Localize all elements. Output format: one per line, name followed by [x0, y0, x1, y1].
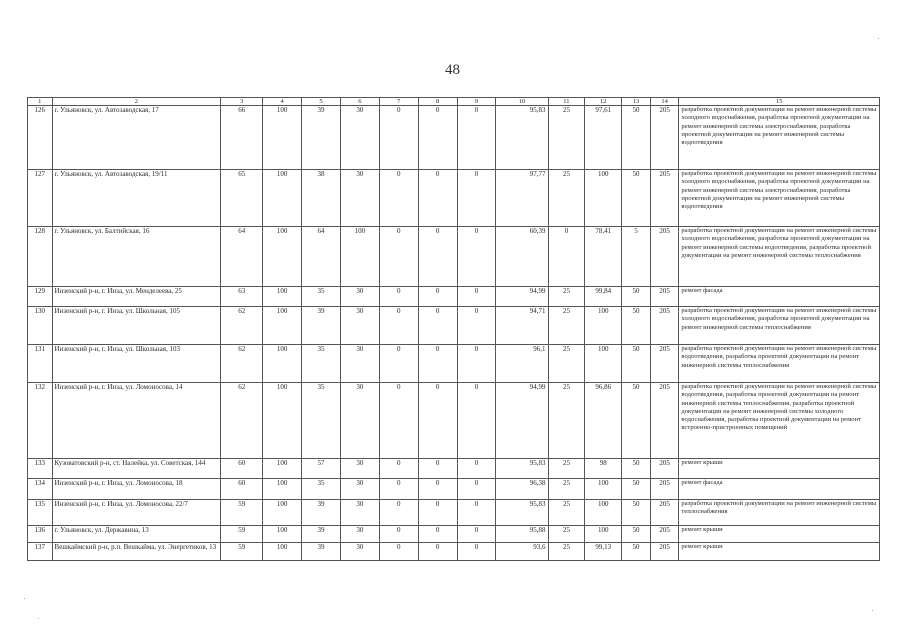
value-cell: 97,77	[496, 170, 548, 227]
value-cell: 5	[622, 227, 651, 287]
value-cell: 100	[263, 479, 302, 500]
work-type-cell: разработка проектной документации на ремонт инженерной системы теплоснабжения	[679, 500, 880, 526]
value-cell: 0	[457, 307, 496, 345]
value-cell: 63	[221, 287, 263, 307]
work-type-cell: ремонт фасада	[679, 287, 880, 307]
value-cell: 205	[650, 106, 679, 170]
value-cell: 35	[302, 287, 341, 307]
value-cell: 65	[221, 170, 263, 227]
value-cell: 95,83	[496, 500, 548, 526]
value-cell: 64	[302, 227, 341, 287]
address-cell: Инзенский р-н, г. Инза, ул. Школьная, 105	[52, 307, 221, 345]
header-cell: 2	[52, 98, 221, 106]
work-type-cell: ремонт крыши	[679, 459, 880, 479]
value-cell: 0	[457, 170, 496, 227]
work-type-cell: ремонт крыши	[679, 526, 880, 543]
value-cell: 0	[418, 307, 457, 345]
value-cell: 0	[379, 383, 418, 459]
value-cell: 30	[340, 383, 379, 459]
value-cell: 0	[379, 106, 418, 170]
value-cell: 30	[340, 479, 379, 500]
header-cell: 13	[622, 98, 651, 106]
table-row	[28, 106, 880, 170]
work-type-cell: ремонт крыши	[679, 543, 880, 561]
table-row	[28, 307, 880, 345]
value-cell: 100	[263, 170, 302, 227]
value-cell: 50	[622, 543, 651, 561]
value-cell: 64	[221, 227, 263, 287]
value-cell: 95,83	[496, 459, 548, 479]
value-cell: 50	[622, 106, 651, 170]
value-cell: 30	[340, 106, 379, 170]
value-cell: 0	[457, 479, 496, 500]
value-cell: 100	[263, 345, 302, 383]
value-cell: 38	[302, 170, 341, 227]
value-cell: 30	[340, 543, 379, 561]
value-cell: 100	[263, 287, 302, 307]
value-cell: 100	[263, 307, 302, 345]
value-cell: 94,99	[496, 287, 548, 307]
value-cell: 50	[622, 526, 651, 543]
address-cell: Инзенский р-н, г. Инза, ул. Ломоносова, 22/7	[52, 500, 221, 526]
header-cell: 10	[496, 98, 548, 106]
header-cell: 15	[679, 98, 880, 106]
work-type-cell: разработка проектной документации на ремонт инженерной системы холодного водоснабжения, разработка проектной документации на ремонт инженерной системы электроснабжения, разработка проектной документации на ремонт инженерной системы водоотведения	[679, 170, 880, 227]
value-cell: 66	[221, 106, 263, 170]
value-cell: 0	[418, 287, 457, 307]
value-cell: 25	[548, 383, 585, 459]
row-number-cell: 131	[28, 345, 53, 383]
scan-speck	[38, 618, 39, 619]
row-number-cell: 130	[28, 307, 53, 345]
value-cell: 25	[548, 479, 585, 500]
value-cell: 0	[418, 543, 457, 561]
value-cell: 205	[650, 383, 679, 459]
value-cell: 50	[622, 383, 651, 459]
value-cell: 50	[622, 459, 651, 479]
value-cell: 35	[302, 383, 341, 459]
row-number-cell: 127	[28, 170, 53, 227]
value-cell: 0	[379, 479, 418, 500]
value-cell: 78,41	[585, 227, 622, 287]
value-cell: 0	[379, 500, 418, 526]
address-cell: Инзенский р-н, г. Инза, ул. Ломоносова, 18	[52, 479, 221, 500]
address-cell: г. Ульяновск, ул. Автозаводская, 19/11	[52, 170, 221, 227]
value-cell: 0	[457, 543, 496, 561]
work-type-cell: ремонт фасада	[679, 479, 880, 500]
value-cell: 0	[457, 459, 496, 479]
value-cell: 50	[622, 345, 651, 383]
value-cell: 205	[650, 307, 679, 345]
value-cell: 39	[302, 307, 341, 345]
value-cell: 60,39	[496, 227, 548, 287]
work-type-cell: разработка проектной документации на ремонт инженерной системы водоотведения, разработка проектной документации на ремонт инженерной системы теплоснабжения, разработка проектной документации на ремонт инженерной системы холодного водоснабжения, разработка проектной документации на ремонт встроенно-пристроенных помещений	[679, 383, 880, 459]
value-cell: 95,83	[496, 106, 548, 170]
value-cell: 60	[221, 479, 263, 500]
value-cell: 0	[379, 459, 418, 479]
value-cell: 0	[418, 526, 457, 543]
value-cell: 0	[379, 543, 418, 561]
row-number-cell: 132	[28, 383, 53, 459]
value-cell: 25	[548, 459, 585, 479]
address-cell: Инзенский р-н, г. Инза, ул. Менделеева, 25	[52, 287, 221, 307]
header-cell: 5	[302, 98, 341, 106]
header-cell: 1	[28, 98, 53, 106]
table-row	[28, 479, 880, 500]
value-cell: 0	[457, 526, 496, 543]
value-cell: 50	[622, 479, 651, 500]
header-cell: 9	[457, 98, 496, 106]
value-cell: 100	[263, 526, 302, 543]
value-cell: 0	[457, 227, 496, 287]
address-cell: г. Ульяновск, ул. Автозаводская, 17	[52, 106, 221, 170]
table-row	[28, 543, 880, 561]
address-cell: Инзенский р-н, г. Инза, ул. Ломоносова, 14	[52, 383, 221, 459]
header-cell: 6	[340, 98, 379, 106]
value-cell: 100	[263, 500, 302, 526]
value-cell: 205	[650, 345, 679, 383]
work-type-cell: разработка проектной документации на ремонт инженерной системы холодного водоснабжения, разработка проектной документации на ремонт инженерной системы электроснабжения, разработка проектной документации на ремонт инженерной системы водоотведения	[679, 106, 880, 170]
address-cell: Кузоватовский р-н, ст. Налейка, ул. Советская, 144	[52, 459, 221, 479]
value-cell: 100	[263, 543, 302, 561]
value-cell: 25	[548, 526, 585, 543]
value-cell: 100	[585, 526, 622, 543]
value-cell: 205	[650, 479, 679, 500]
value-cell: 100	[585, 345, 622, 383]
value-cell: 100	[585, 500, 622, 526]
value-cell: 0	[418, 500, 457, 526]
value-cell: 50	[622, 307, 651, 345]
address-cell: г. Ульяновск, ул. Державина, 13	[52, 526, 221, 543]
address-cell: Вешкаймский р-н, р.п. Вешкайма, ул. Энергетиков, 13	[52, 543, 221, 561]
value-cell: 35	[302, 345, 341, 383]
value-cell: 0	[379, 526, 418, 543]
value-cell: 0	[379, 287, 418, 307]
table-row	[28, 170, 880, 227]
header-cell: 7	[379, 98, 418, 106]
row-number-cell: 126	[28, 106, 53, 170]
value-cell: 0	[457, 500, 496, 526]
value-cell: 39	[302, 106, 341, 170]
value-cell: 96,38	[496, 479, 548, 500]
value-cell: 0	[379, 227, 418, 287]
value-cell: 205	[650, 170, 679, 227]
value-cell: 0	[418, 479, 457, 500]
row-number-cell: 128	[28, 227, 53, 287]
value-cell: 99,13	[585, 543, 622, 561]
header-cell: 8	[418, 98, 457, 106]
value-cell: 30	[340, 459, 379, 479]
value-cell: 205	[650, 526, 679, 543]
value-cell: 95,88	[496, 526, 548, 543]
value-cell: 94,71	[496, 307, 548, 345]
value-cell: 205	[650, 287, 679, 307]
table-row	[28, 383, 880, 459]
value-cell: 25	[548, 170, 585, 227]
value-cell: 57	[302, 459, 341, 479]
value-cell: 100	[585, 479, 622, 500]
value-cell: 60	[221, 459, 263, 479]
row-number-cell: 135	[28, 500, 53, 526]
value-cell: 0	[418, 345, 457, 383]
value-cell: 94,99	[496, 383, 548, 459]
row-number-cell: 133	[28, 459, 53, 479]
table-row	[28, 227, 880, 287]
value-cell: 62	[221, 345, 263, 383]
value-cell: 0	[418, 227, 457, 287]
value-cell: 35	[302, 479, 341, 500]
header-cell: 14	[650, 98, 679, 106]
value-cell: 30	[340, 345, 379, 383]
value-cell: 59	[221, 526, 263, 543]
value-cell: 39	[302, 543, 341, 561]
value-cell: 96,1	[496, 345, 548, 383]
value-cell: 50	[622, 170, 651, 227]
value-cell: 30	[340, 287, 379, 307]
value-cell: 30	[340, 170, 379, 227]
column-number-header	[28, 98, 880, 106]
value-cell: 0	[418, 383, 457, 459]
value-cell: 25	[548, 543, 585, 561]
work-type-cell: разработка проектной документации на ремонт инженерной системы холодного водоснабжения, разработка проектной документации на ремонт инженерной системы теплоснабжения	[679, 307, 880, 345]
table-row	[28, 287, 880, 307]
value-cell: 0	[379, 307, 418, 345]
value-cell: 30	[340, 526, 379, 543]
header-cell: 3	[221, 98, 263, 106]
value-cell: 0	[548, 227, 585, 287]
header-cell: 11	[548, 98, 585, 106]
value-cell: 100	[263, 383, 302, 459]
value-cell: 59	[221, 543, 263, 561]
scan-speck	[24, 598, 25, 599]
value-cell: 205	[650, 543, 679, 561]
row-number-cell: 136	[28, 526, 53, 543]
value-cell: 100	[263, 227, 302, 287]
value-cell: 59	[221, 500, 263, 526]
value-cell: 0	[457, 383, 496, 459]
value-cell: 25	[548, 500, 585, 526]
address-cell: г. Ульяновск, ул. Балтийская, 16	[52, 227, 221, 287]
value-cell: 62	[221, 383, 263, 459]
value-cell: 50	[622, 500, 651, 526]
table-row	[28, 526, 880, 543]
value-cell: 25	[548, 106, 585, 170]
value-cell: 0	[418, 459, 457, 479]
value-cell: 100	[585, 307, 622, 345]
value-cell: 205	[650, 227, 679, 287]
work-type-cell: разработка проектной документации на ремонт инженерной системы водоотведения, разработка проектной документации на ремонт инженерной системы теплоснабжения	[679, 345, 880, 383]
value-cell: 100	[340, 227, 379, 287]
page-number: 48	[445, 62, 460, 78]
table-row	[28, 459, 880, 479]
value-cell: 39	[302, 500, 341, 526]
value-cell: 25	[548, 345, 585, 383]
value-cell: 97,61	[585, 106, 622, 170]
repair-schedule-table	[27, 97, 880, 561]
table-row	[28, 500, 880, 526]
value-cell: 39	[302, 526, 341, 543]
value-cell: 205	[650, 500, 679, 526]
scan-speck	[878, 38, 879, 39]
header-cell: 12	[585, 98, 622, 106]
value-cell: 0	[418, 106, 457, 170]
value-cell: 30	[340, 500, 379, 526]
value-cell: 50	[622, 287, 651, 307]
value-cell: 25	[548, 287, 585, 307]
value-cell: 100	[585, 170, 622, 227]
value-cell: 0	[457, 345, 496, 383]
value-cell: 0	[418, 170, 457, 227]
row-number-cell: 137	[28, 543, 53, 561]
table-row	[28, 345, 880, 383]
value-cell: 205	[650, 459, 679, 479]
value-cell: 0	[379, 345, 418, 383]
row-number-cell: 134	[28, 479, 53, 500]
value-cell: 96,86	[585, 383, 622, 459]
scan-speck	[872, 610, 873, 611]
row-number-cell: 129	[28, 287, 53, 307]
value-cell: 98	[585, 459, 622, 479]
address-cell: Инзенский р-н, г. Инза, ул. Школьная, 103	[52, 345, 221, 383]
value-cell: 93,6	[496, 543, 548, 561]
value-cell: 99,84	[585, 287, 622, 307]
value-cell: 0	[379, 170, 418, 227]
value-cell: 100	[263, 106, 302, 170]
value-cell: 0	[457, 287, 496, 307]
value-cell: 0	[457, 106, 496, 170]
value-cell: 25	[548, 307, 585, 345]
work-type-cell: разработка проектной документации на ремонт инженерной системы холодного водоснабжения, разработка проектной документации на ремонт инженерной системы водоотведения, разработка проектной документации на ремонт инженерной системы теплоснабжения	[679, 227, 880, 287]
header-cell: 4	[263, 98, 302, 106]
value-cell: 100	[263, 459, 302, 479]
value-cell: 30	[340, 307, 379, 345]
value-cell: 62	[221, 307, 263, 345]
